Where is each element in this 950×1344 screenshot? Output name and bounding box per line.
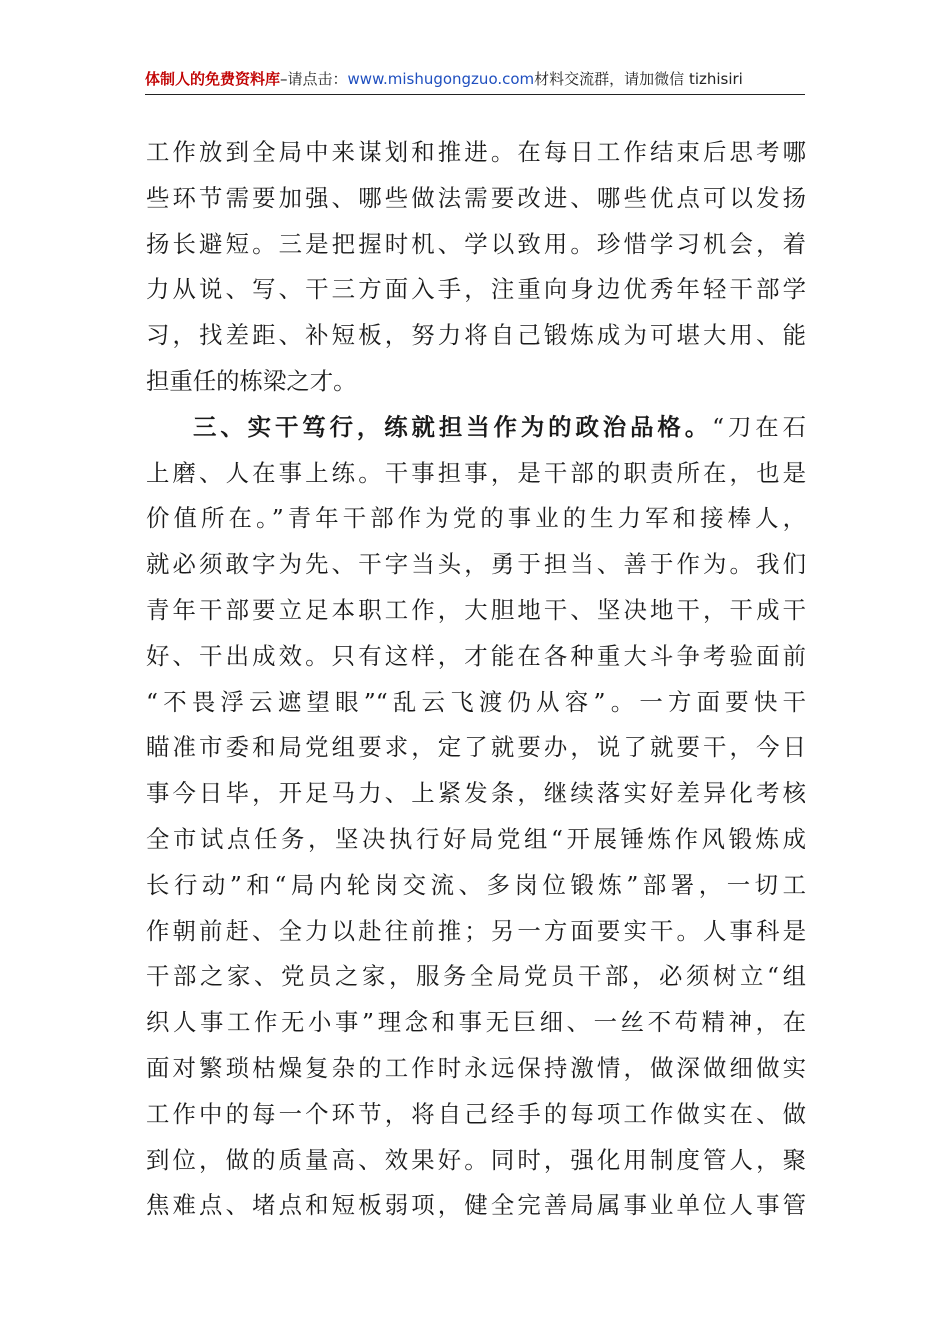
text-fragment: “刀在石 (712, 412, 806, 441)
section-heading: 三、实干笃行，练就担当作为的政治品格。 (193, 412, 713, 441)
text-line: 干部之家、党员之家，服务全局党员干部，必须树立“组 (146, 962, 806, 991)
text-line: “不畏浮云遮望眼”“乱云飞渡仍从容”。一方面要快干 (146, 687, 806, 716)
text-line: 作朝前赶、全力以赴往前推；另一方面要实干。人事科是 (146, 916, 806, 945)
text-line: 就必须敢字为先、干字当头，勇于担当、善于作为。我们 (146, 550, 806, 579)
text-line: 扬长避短。三是把握时机、学以致用。珍惜学习机会，着 (146, 229, 806, 258)
text-line: 工作放到全局中来谋划和推进。在每日工作结束后思考哪 (146, 138, 806, 166)
text-line: 担重任的栋梁之才。 (146, 366, 357, 395)
text-line: 焦难点、堵点和短板弱项，健全完善局属事业单位人事管 (146, 1191, 806, 1220)
text-line: 力从说、写、干三方面入手，注重向身边优秀年轻干部学 (146, 275, 806, 304)
header-url-link[interactable]: www.mishugongzuo.com (347, 70, 535, 88)
text-line: 面对繁琐枯燥复杂的工作时永远保持激情，做深做细做实 (146, 1053, 806, 1082)
text-line: 瞄准市委和局党组要求，定了就要办，说了就要干，今日 (146, 733, 806, 762)
header-contact-note: 材料交流群，请加微信 tizhisiri (534, 70, 743, 88)
text-line: 织人事工作无小事”理念和事无巨细、一丝不苟精神，在 (146, 1008, 806, 1037)
header-prompt: –请点击： (280, 70, 348, 88)
text-line: 上磨、人在事上练。干事担事，是干部的职责所在，也是 (146, 458, 806, 487)
paragraph-1 (146, 130, 806, 405)
text-line: 到位，做的质量高、效果好。同时，强化用制度管人，聚 (146, 1145, 806, 1174)
section-heading-line (146, 405, 806, 451)
text-line: 长行动”和“局内轮岗交流、多岗位锻炼”部署，一切工 (146, 870, 806, 899)
text-line: 好、干出成效。只有这样，才能在各种重大斗争考验面前 (146, 641, 806, 670)
text-line: 些环节需要加强、哪些做法需要改进、哪些优点可以发扬 (146, 183, 806, 212)
text-line: 全市试点任务，坚决执行好局党组“开展锤炼作风锻炼成 (146, 824, 806, 853)
text-line: 青年干部要立足本职工作，大胆地干、坚决地干，干成干 (146, 595, 806, 624)
header-brand: 体制人的免费资料库 (145, 70, 281, 88)
text-line: 事今日毕，开足马力、上紧发条，继续落实好差异化考核 (146, 779, 806, 808)
text-line: 价值所在。”青年干部作为党的事业的生力军和接棒人， (146, 504, 806, 533)
text-line: 工作中的每一个环节，将自己经手的每项工作做实在、做 (146, 1099, 806, 1128)
paragraph-2 (146, 405, 806, 1229)
page-header (145, 66, 805, 95)
document-body (146, 130, 806, 1229)
text-line: 习，找差距、补短板，努力将自己锻炼成为可堪大用、能 (146, 321, 806, 350)
